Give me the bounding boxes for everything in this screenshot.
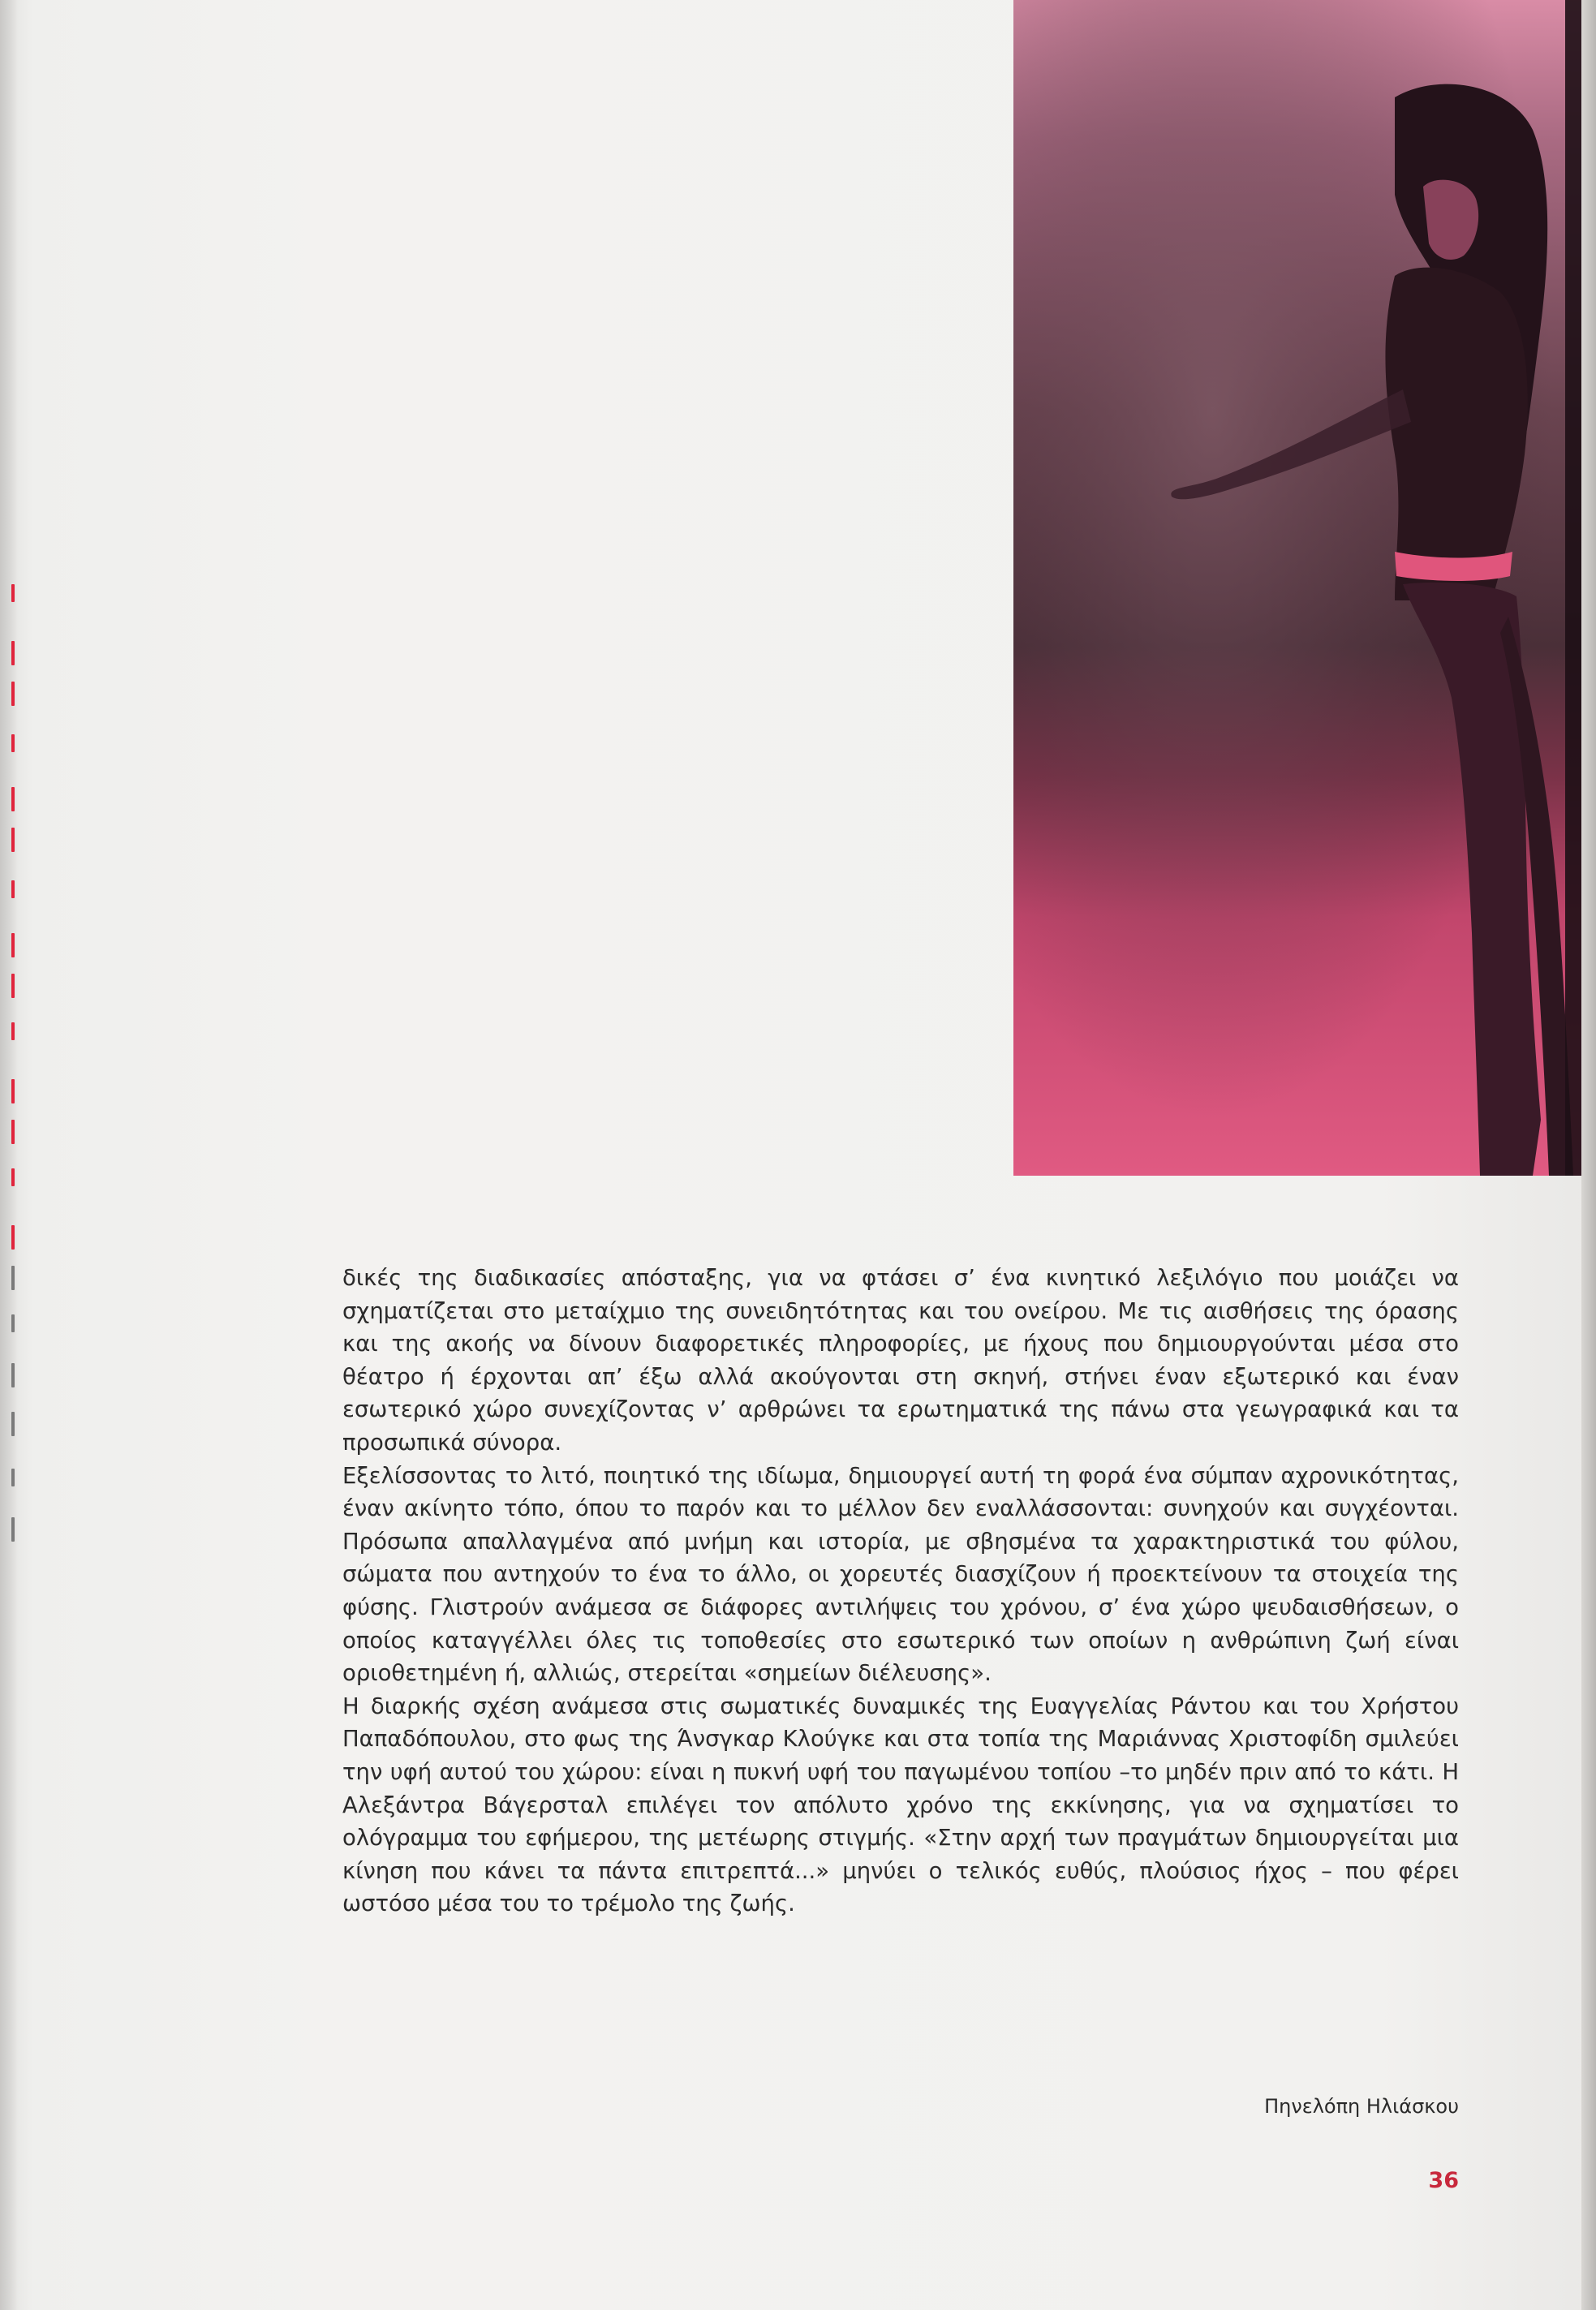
binding-mark	[11, 828, 15, 852]
binding-mark	[11, 682, 15, 706]
binding-mark	[11, 1517, 15, 1542]
article-body	[342, 1262, 1459, 1921]
binding-mark	[11, 1363, 15, 1387]
binding-mark	[11, 1266, 15, 1290]
binding-mark	[11, 880, 15, 898]
binding-marks	[8, 584, 19, 1607]
page-number: 36	[1428, 2168, 1459, 2193]
binding-mark	[11, 1412, 15, 1436]
article-paragraph: δικές της διαδικασίες απόσταξης, για να φτάσει σ’ ένα κινητικό λεξιλόγιο που μοιάζει να σχηματίζεται στο μεταίχμιο της συνειδητότητας και του ονείρου. Με τις αισθήσεις της όρασης και της ακοής να δίνουν διαφορετικές πληροφορίες, με ήχους που δημιουργούνται μέσα στο θέατρο ή έρχονται απ’ έξω αλλά ακούγονται στη σκηνή, στήνει έναν εξωτερικό και έναν εσωτερικό χώρο συνεχίζοντας ν’ αρθρώνει τα ερωτηματικά της πάνω στα γεωγραφικά και τα προσωπικά σύνορα.	[342, 1265, 1459, 1456]
binding-mark	[11, 1120, 15, 1144]
binding-mark	[11, 1079, 15, 1103]
binding-mark	[11, 1225, 15, 1250]
binding-mark	[11, 787, 15, 811]
author-name: Πηνελόπη Ηλιάσκου	[1264, 2095, 1459, 2118]
binding-mark	[11, 933, 15, 957]
binding-mark	[11, 974, 15, 998]
binding-mark	[11, 1168, 15, 1186]
page-edge	[1581, 0, 1596, 2310]
binding-mark	[11, 1314, 15, 1332]
binding-mark	[11, 1022, 15, 1040]
article-paragraph: Η διαρκής σχέση ανάμεσα στις σωματικές δυναμικές της Ευαγγελίας Ράντου και του Χρήστου Παπαδόπουλου, στο φως της Άνσγκαρ Κλούγκε και στα τοπία της Μαριάννας Χριστοφίδη σμιλεύει την υφή αυτού του χώρου: είναι η πυκνή υφή του παγωμένου τοπίου –το μηδέν πριν από το κάτι. Η Αλεξάντρα Βάγερσταλ επιλέγει τον απόλυτο χρόνο της εκκίνησης, για να σχηματίσει το ολόγραμμα του εφήμερου, της μετέωρης στιγμής. «Στην αρχή των πραγμάτων δημιουργείται μια κίνηση που κάνει τα πάντα επιτρεπτά...» μηνύει ο τελικός ευθύς, πλούσιος ήχος – που φέρει ωστόσο μέσα του το τρέμολο της ζωής.	[342, 1693, 1459, 1917]
article-paragraph: Εξελίσσοντας το λιτό, ποιητικό της ιδίωμα, δημιουργεί αυτή τη φορά ένα σύμπαν αχρονικότητας, έναν ακίνητο τόπο, όπου το παρόν και το μέλλον δεν εναλλάσσονται: συνηχούν και συγχέονται. Πρόσωπα απαλλαγμένα από μνήμη και ιστορία, με σβησμένα τα χαρακτηριστικά του φύλου, σώματα που αντηχούν το ένα το άλλο, οι χορευτές διασχίζουν ή προεκτείνουν τα στοιχεία της φύσης. Γλιστρούν ανάμεσα σε διάφορες αντιλήψεις του χρόνου, σ’ ένα χώρο ψευδαισθήσεων, ο οποίος καταγγέλλει όλες τις τοποθεσίες στο εσωτερικό των οποίων η ανθρώπινη ζωή είναι οριοθετημένη ή, αλλιώς, στερείται «σημείων διέλευσης».	[342, 1462, 1459, 1687]
binding-mark	[11, 1469, 15, 1486]
binding-mark	[11, 641, 15, 665]
dance-photo	[1013, 0, 1581, 1176]
dancer-image	[1013, 0, 1581, 1176]
binding-mark	[11, 584, 15, 602]
binding-mark	[11, 734, 15, 752]
